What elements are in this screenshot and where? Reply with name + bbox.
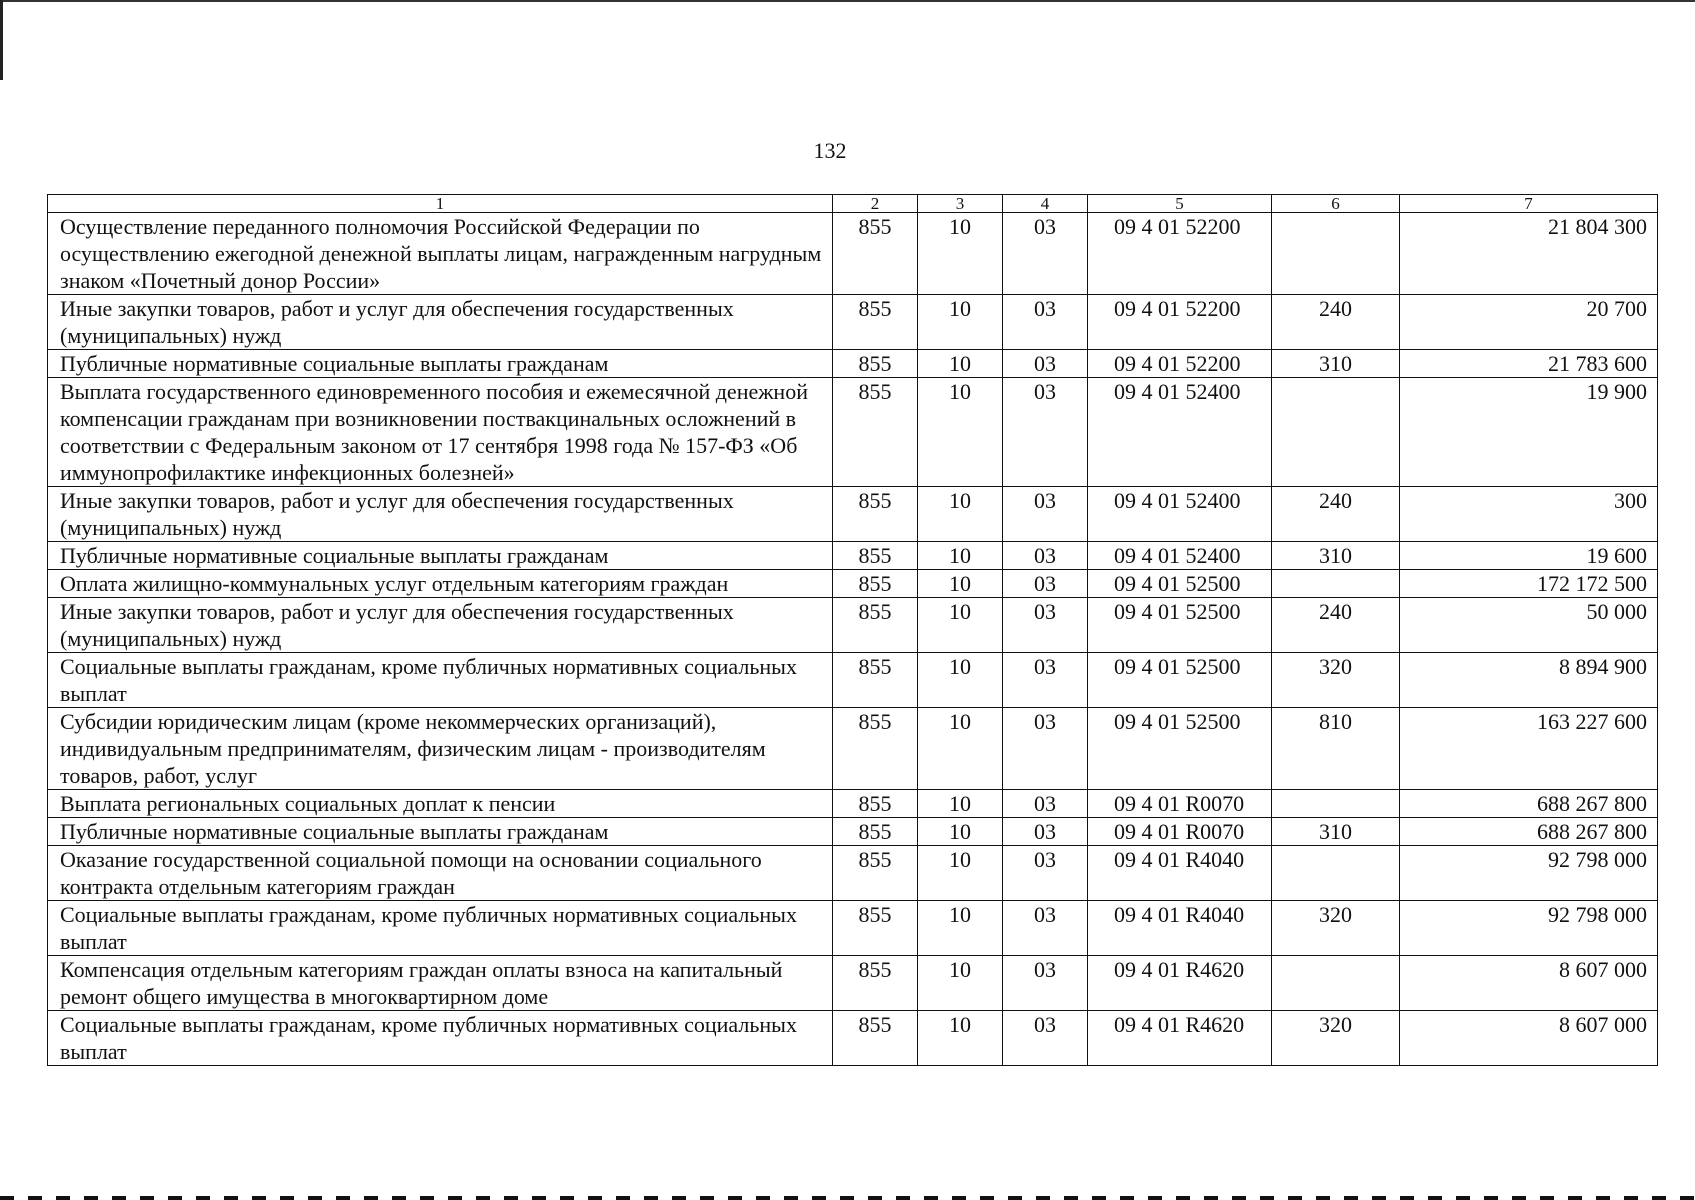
row-pr: 03 (1003, 213, 1088, 295)
row-rz: 10 (918, 295, 1003, 350)
row-vr: 810 (1272, 708, 1400, 790)
scan-top-edge (0, 0, 1695, 2)
row-pr: 03 (1003, 598, 1088, 653)
row-pr: 03 (1003, 818, 1088, 846)
row-grbs: 855 (833, 213, 918, 295)
row-rz: 10 (918, 542, 1003, 570)
row-vr (1272, 378, 1400, 487)
row-rz: 10 (918, 598, 1003, 653)
row-csr: 09 4 01 52400 (1088, 378, 1272, 487)
row-pr: 03 (1003, 1011, 1088, 1066)
row-rz: 10 (918, 570, 1003, 598)
row-name: Осуществление переданного полномочия Российской Федерации по осуществлению ежегодной денежной выплаты лицам, награжденным нагрудным знаком «Почетный донор России» (48, 213, 833, 295)
column-number-row (48, 195, 1658, 213)
table-row (48, 818, 1658, 846)
row-rz: 10 (918, 901, 1003, 956)
column-header: 2 (833, 195, 918, 213)
table-row (48, 1011, 1658, 1066)
row-vr (1272, 956, 1400, 1011)
row-name: Иные закупки товаров, работ и услуг для обеспечения государственных (муниципальных) нужд (48, 487, 833, 542)
column-header: 6 (1272, 195, 1400, 213)
row-grbs: 855 (833, 295, 918, 350)
row-grbs: 855 (833, 378, 918, 487)
row-csr: 09 4 01 R4040 (1088, 846, 1272, 901)
row-sum: 21 804 300 (1400, 213, 1658, 295)
row-rz: 10 (918, 1011, 1003, 1066)
scan-bottom-edge (0, 1196, 1695, 1200)
row-csr: 09 4 01 52400 (1088, 487, 1272, 542)
row-rz: 10 (918, 956, 1003, 1011)
row-name: Публичные нормативные социальные выплаты гражданам (48, 542, 833, 570)
row-pr: 03 (1003, 350, 1088, 378)
row-csr: 09 4 01 R0070 (1088, 790, 1272, 818)
row-grbs: 855 (833, 846, 918, 901)
table-row (48, 213, 1658, 295)
row-name: Оказание государственной социальной помощи на основании социального контракта отдельным категориям граждан (48, 846, 833, 901)
row-rz: 10 (918, 708, 1003, 790)
row-pr: 03 (1003, 295, 1088, 350)
row-vr (1272, 570, 1400, 598)
row-csr: 09 4 01 52200 (1088, 350, 1272, 378)
row-grbs: 855 (833, 487, 918, 542)
row-csr: 09 4 01 52400 (1088, 542, 1272, 570)
row-vr: 310 (1272, 350, 1400, 378)
row-sum: 19 900 (1400, 378, 1658, 487)
row-rz: 10 (918, 846, 1003, 901)
row-csr: 09 4 01 52500 (1088, 598, 1272, 653)
row-vr (1272, 790, 1400, 818)
table-row (48, 542, 1658, 570)
row-sum: 19 600 (1400, 542, 1658, 570)
column-header: 4 (1003, 195, 1088, 213)
row-name: Выплата региональных социальных доплат к пенсии (48, 790, 833, 818)
table-row (48, 350, 1658, 378)
row-vr: 240 (1272, 487, 1400, 542)
row-pr: 03 (1003, 653, 1088, 708)
row-csr: 09 4 01 R0070 (1088, 818, 1272, 846)
row-pr: 03 (1003, 570, 1088, 598)
row-sum: 92 798 000 (1400, 901, 1658, 956)
table-row (48, 653, 1658, 708)
table-row (48, 708, 1658, 790)
row-name: Иные закупки товаров, работ и услуг для обеспечения государственных (муниципальных) нужд (48, 295, 833, 350)
row-csr: 09 4 01 52200 (1088, 213, 1272, 295)
row-csr: 09 4 01 R4620 (1088, 1011, 1272, 1066)
row-name: Компенсация отдельным категориям граждан оплаты взноса на капитальный ремонт общего имущества в многоквартирном доме (48, 956, 833, 1011)
row-sum: 172 172 500 (1400, 570, 1658, 598)
row-sum: 300 (1400, 487, 1658, 542)
row-rz: 10 (918, 818, 1003, 846)
scan-left-edge-mark (0, 0, 3, 80)
row-name: Публичные нормативные социальные выплаты гражданам (48, 818, 833, 846)
row-name: Оплата жилищно-коммунальных услуг отдельным категориям граждан (48, 570, 833, 598)
row-pr: 03 (1003, 790, 1088, 818)
row-rz: 10 (918, 653, 1003, 708)
row-rz: 10 (918, 350, 1003, 378)
table-row (48, 956, 1658, 1011)
column-header: 7 (1400, 195, 1658, 213)
row-pr: 03 (1003, 956, 1088, 1011)
row-csr: 09 4 01 R4040 (1088, 901, 1272, 956)
budget-table (47, 194, 1658, 1066)
row-csr: 09 4 01 52500 (1088, 708, 1272, 790)
row-vr: 320 (1272, 653, 1400, 708)
row-grbs: 855 (833, 790, 918, 818)
row-name: Социальные выплаты гражданам, кроме публичных нормативных социальных выплат (48, 1011, 833, 1066)
row-sum: 8 607 000 (1400, 1011, 1658, 1066)
table-row (48, 598, 1658, 653)
row-sum: 688 267 800 (1400, 790, 1658, 818)
row-sum: 688 267 800 (1400, 818, 1658, 846)
column-header: 5 (1088, 195, 1272, 213)
row-rz: 10 (918, 487, 1003, 542)
table-row (48, 790, 1658, 818)
row-vr: 240 (1272, 295, 1400, 350)
row-sum: 92 798 000 (1400, 846, 1658, 901)
row-sum: 8 607 000 (1400, 956, 1658, 1011)
row-grbs: 855 (833, 956, 918, 1011)
table-row (48, 901, 1658, 956)
row-name: Субсидии юридическим лицам (кроме некоммерческих организаций), индивидуальным предпринимателям, физическим лицам - производителям товаров, работ, услуг (48, 708, 833, 790)
row-sum: 8 894 900 (1400, 653, 1658, 708)
row-sum: 20 700 (1400, 295, 1658, 350)
row-name: Публичные нормативные социальные выплаты гражданам (48, 350, 833, 378)
table-row (48, 378, 1658, 487)
row-vr: 310 (1272, 542, 1400, 570)
row-vr: 240 (1272, 598, 1400, 653)
table-row (48, 487, 1658, 542)
row-name: Выплата государственного единовременного пособия и ежемесячной денежной компенсации гражданам при возникновении поствакцинальных осложнений в соответствии с Федеральным законом от 17 сентября 1998 года № 157-ФЗ «Об иммунопрофилактике инфекционных болезней» (48, 378, 833, 487)
row-name: Иные закупки товаров, работ и услуг для обеспечения государственных (муниципальных) нужд (48, 598, 833, 653)
row-rz: 10 (918, 378, 1003, 487)
row-grbs: 855 (833, 708, 918, 790)
row-pr: 03 (1003, 542, 1088, 570)
row-csr: 09 4 01 R4620 (1088, 956, 1272, 1011)
row-sum: 163 227 600 (1400, 708, 1658, 790)
row-rz: 10 (918, 213, 1003, 295)
row-grbs: 855 (833, 1011, 918, 1066)
row-grbs: 855 (833, 570, 918, 598)
row-pr: 03 (1003, 708, 1088, 790)
row-pr: 03 (1003, 487, 1088, 542)
row-csr: 09 4 01 52500 (1088, 570, 1272, 598)
row-pr: 03 (1003, 846, 1088, 901)
row-grbs: 855 (833, 350, 918, 378)
table-row (48, 570, 1658, 598)
row-pr: 03 (1003, 378, 1088, 487)
table-row (48, 846, 1658, 901)
row-sum: 50 000 (1400, 598, 1658, 653)
column-header: 3 (918, 195, 1003, 213)
row-name: Социальные выплаты гражданам, кроме публичных нормативных социальных выплат (48, 653, 833, 708)
row-vr (1272, 846, 1400, 901)
row-sum: 21 783 600 (1400, 350, 1658, 378)
row-grbs: 855 (833, 901, 918, 956)
row-pr: 03 (1003, 901, 1088, 956)
row-vr: 320 (1272, 1011, 1400, 1066)
row-grbs: 855 (833, 598, 918, 653)
row-rz: 10 (918, 790, 1003, 818)
row-csr: 09 4 01 52200 (1088, 295, 1272, 350)
row-vr: 320 (1272, 901, 1400, 956)
column-header: 1 (48, 195, 833, 213)
row-vr: 310 (1272, 818, 1400, 846)
row-csr: 09 4 01 52500 (1088, 653, 1272, 708)
row-vr (1272, 213, 1400, 295)
table-row (48, 295, 1658, 350)
row-name: Социальные выплаты гражданам, кроме публичных нормативных социальных выплат (48, 901, 833, 956)
row-grbs: 855 (833, 818, 918, 846)
row-grbs: 855 (833, 653, 918, 708)
row-grbs: 855 (833, 542, 918, 570)
page-number: 132 (813, 138, 847, 163)
